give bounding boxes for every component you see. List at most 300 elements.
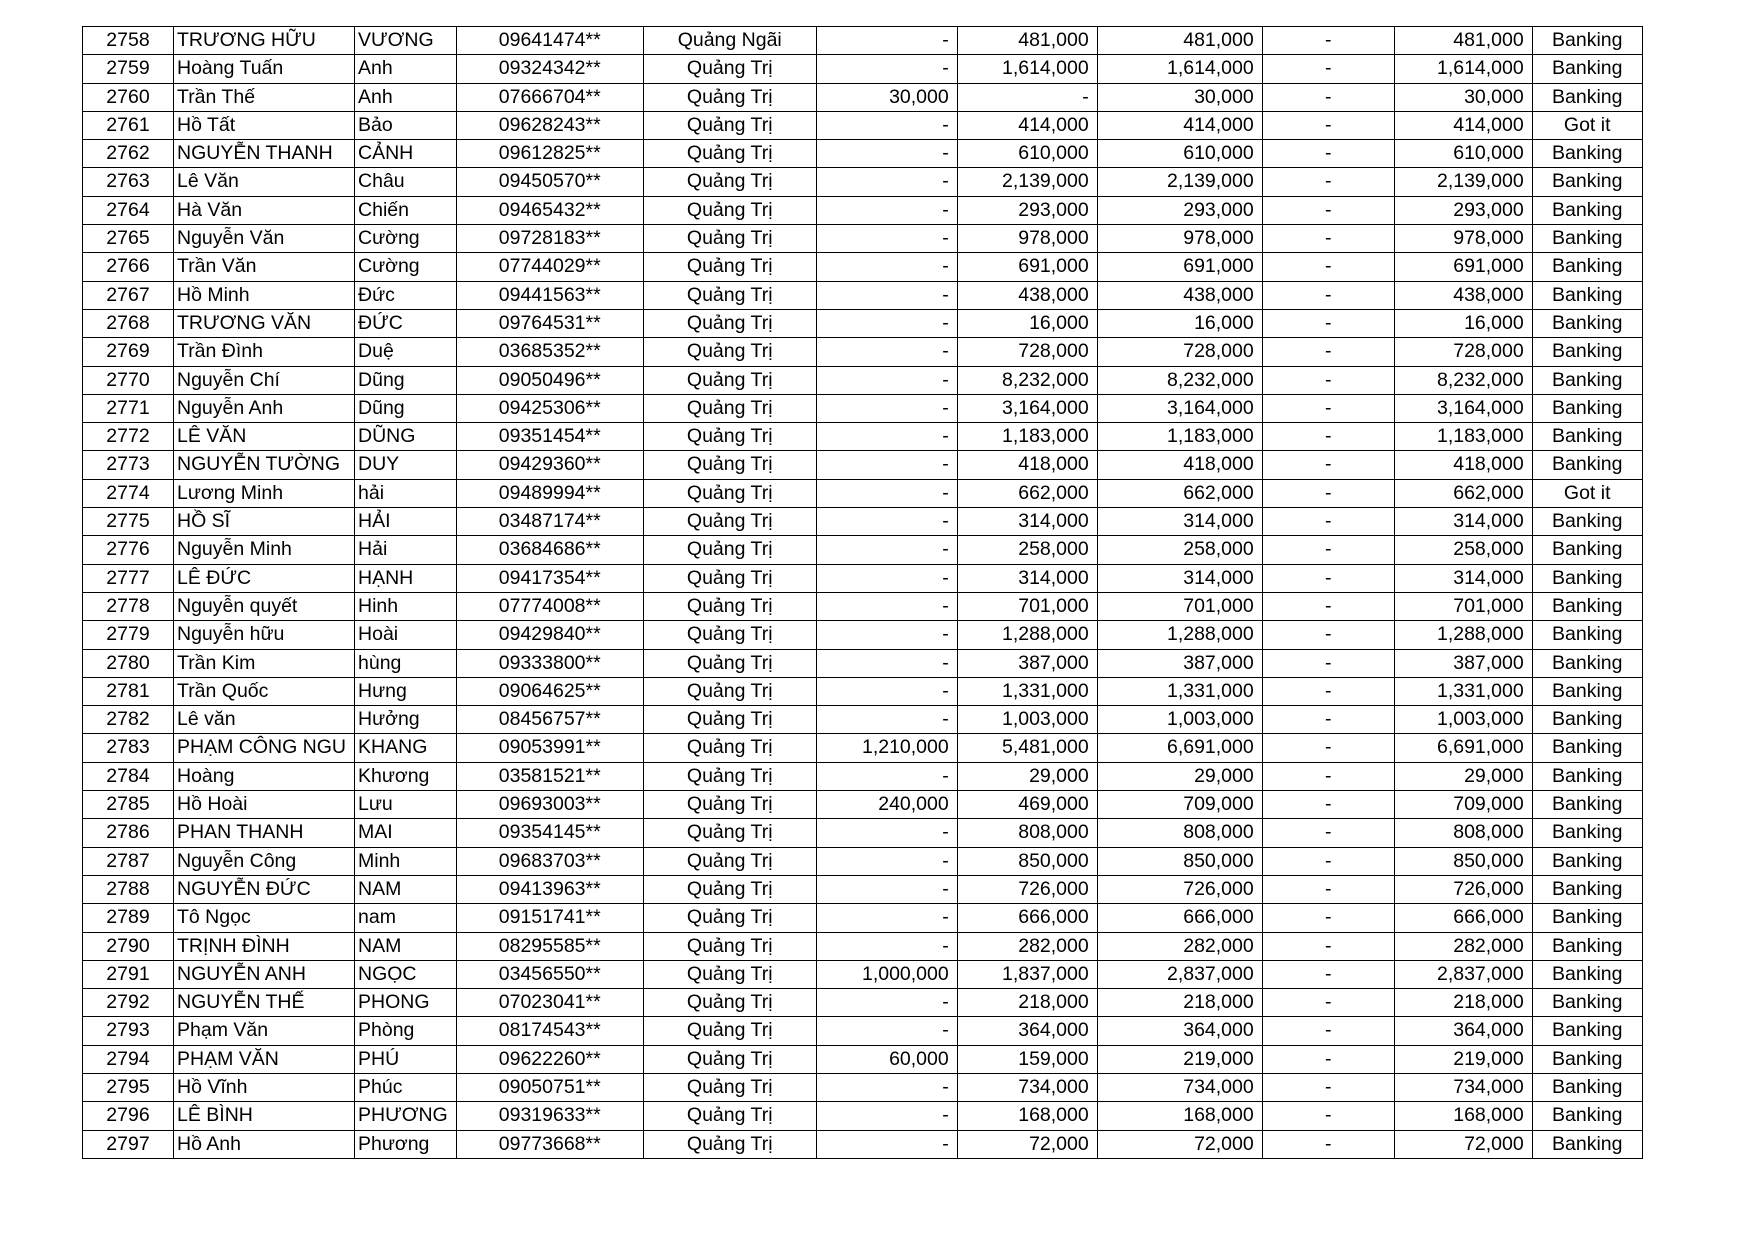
- first-name-cell: CẢNH: [355, 140, 457, 168]
- phone-cell: 09450570**: [456, 168, 643, 196]
- net-amount-cell: 701,000: [1394, 592, 1532, 620]
- amount-b-cell: 610,000: [957, 140, 1097, 168]
- phone-cell: 09319633**: [456, 1102, 643, 1130]
- deduction-cell: -: [1262, 621, 1394, 649]
- table-row: [83, 423, 1643, 451]
- total-cell: 418,000: [1097, 451, 1262, 479]
- province-cell: Quảng Trị: [643, 1102, 816, 1130]
- first-name-cell: hải: [355, 479, 457, 507]
- amount-a-cell: -: [816, 111, 957, 139]
- province-cell: Quảng Trị: [643, 1045, 816, 1073]
- last-middle-name-cell: LÊ BÌNH: [174, 1102, 355, 1130]
- table-row: [83, 281, 1643, 309]
- deduction-cell: -: [1262, 423, 1394, 451]
- phone-cell: 03684686**: [456, 536, 643, 564]
- amount-a-cell: -: [816, 932, 957, 960]
- table-row: [83, 338, 1643, 366]
- deduction-cell: -: [1262, 960, 1394, 988]
- total-cell: 666,000: [1097, 904, 1262, 932]
- table-row: [83, 196, 1643, 224]
- net-amount-cell: 282,000: [1394, 932, 1532, 960]
- table-row: [83, 847, 1643, 875]
- total-cell: 709,000: [1097, 791, 1262, 819]
- total-cell: 1,003,000: [1097, 706, 1262, 734]
- amount-b-cell: 481,000: [957, 27, 1097, 55]
- amount-b-cell: 418,000: [957, 451, 1097, 479]
- province-cell: Quảng Trị: [643, 932, 816, 960]
- first-name-cell: NAM: [355, 875, 457, 903]
- row-number-cell: 2766: [83, 253, 174, 281]
- row-number-cell: 2778: [83, 592, 174, 620]
- row-number-cell: 2786: [83, 819, 174, 847]
- last-middle-name-cell: Nguyễn Anh: [174, 394, 355, 422]
- table-row: [83, 592, 1643, 620]
- deduction-cell: -: [1262, 168, 1394, 196]
- table-row: [83, 904, 1643, 932]
- table-row: [83, 309, 1643, 337]
- payment-method-cell: Banking: [1532, 536, 1642, 564]
- phone-cell: 09064625**: [456, 677, 643, 705]
- payment-method-cell: Banking: [1532, 791, 1642, 819]
- net-amount-cell: 168,000: [1394, 1102, 1532, 1130]
- last-middle-name-cell: TRƯƠNG VĂN: [174, 309, 355, 337]
- net-amount-cell: 293,000: [1394, 196, 1532, 224]
- row-number-cell: 2764: [83, 196, 174, 224]
- total-cell: 1,183,000: [1097, 423, 1262, 451]
- last-middle-name-cell: LÊ VĂN: [174, 423, 355, 451]
- province-cell: Quảng Trị: [643, 479, 816, 507]
- province-cell: Quảng Trị: [643, 1017, 816, 1045]
- amount-a-cell: -: [816, 649, 957, 677]
- payment-method-cell: Banking: [1532, 253, 1642, 281]
- amount-b-cell: 282,000: [957, 932, 1097, 960]
- table-row: [83, 932, 1643, 960]
- amount-b-cell: 3,164,000: [957, 394, 1097, 422]
- amount-a-cell: -: [816, 706, 957, 734]
- total-cell: 314,000: [1097, 508, 1262, 536]
- net-amount-cell: 258,000: [1394, 536, 1532, 564]
- total-cell: 438,000: [1097, 281, 1262, 309]
- row-number-cell: 2775: [83, 508, 174, 536]
- amount-b-cell: 387,000: [957, 649, 1097, 677]
- total-cell: 481,000: [1097, 27, 1262, 55]
- amount-b-cell: 29,000: [957, 762, 1097, 790]
- payment-method-cell: Banking: [1532, 1130, 1642, 1158]
- total-cell: 30,000: [1097, 83, 1262, 111]
- amount-a-cell: -: [816, 225, 957, 253]
- total-cell: 219,000: [1097, 1045, 1262, 1073]
- payment-method-cell: Got it: [1532, 111, 1642, 139]
- row-number-cell: 2794: [83, 1045, 174, 1073]
- amount-b-cell: 438,000: [957, 281, 1097, 309]
- amount-a-cell: -: [816, 1017, 957, 1045]
- total-cell: 1,288,000: [1097, 621, 1262, 649]
- deduction-cell: -: [1262, 253, 1394, 281]
- total-cell: 314,000: [1097, 564, 1262, 592]
- deduction-cell: -: [1262, 706, 1394, 734]
- deduction-cell: -: [1262, 55, 1394, 83]
- row-number-cell: 2793: [83, 1017, 174, 1045]
- first-name-cell: Phương: [355, 1130, 457, 1158]
- last-middle-name-cell: TRƯƠNG HỮU: [174, 27, 355, 55]
- first-name-cell: Bảo: [355, 111, 457, 139]
- amount-b-cell: 662,000: [957, 479, 1097, 507]
- last-middle-name-cell: Hồ Tất: [174, 111, 355, 139]
- amount-a-cell: -: [816, 819, 957, 847]
- amount-b-cell: 726,000: [957, 875, 1097, 903]
- total-cell: 662,000: [1097, 479, 1262, 507]
- amount-a-cell: 1,000,000: [816, 960, 957, 988]
- row-number-cell: 2772: [83, 423, 174, 451]
- amount-b-cell: 314,000: [957, 564, 1097, 592]
- amount-b-cell: 1,003,000: [957, 706, 1097, 734]
- net-amount-cell: 610,000: [1394, 140, 1532, 168]
- row-number-cell: 2759: [83, 55, 174, 83]
- row-number-cell: 2761: [83, 111, 174, 139]
- net-amount-cell: 978,000: [1394, 225, 1532, 253]
- amount-b-cell: 978,000: [957, 225, 1097, 253]
- deduction-cell: -: [1262, 649, 1394, 677]
- province-cell: Quảng Trị: [643, 253, 816, 281]
- row-number-cell: 2789: [83, 904, 174, 932]
- row-number-cell: 2760: [83, 83, 174, 111]
- province-cell: Quảng Trị: [643, 960, 816, 988]
- first-name-cell: NAM: [355, 932, 457, 960]
- payment-method-cell: Got it: [1532, 479, 1642, 507]
- table-row: [83, 564, 1643, 592]
- payment-method-cell: Banking: [1532, 989, 1642, 1017]
- total-cell: 6,691,000: [1097, 734, 1262, 762]
- table-row: [83, 706, 1643, 734]
- last-middle-name-cell: HỒ SĨ: [174, 508, 355, 536]
- row-number-cell: 2780: [83, 649, 174, 677]
- row-number-cell: 2762: [83, 140, 174, 168]
- amount-a-cell: -: [816, 366, 957, 394]
- total-cell: 850,000: [1097, 847, 1262, 875]
- province-cell: Quảng Trị: [643, 819, 816, 847]
- transfer-table: [82, 26, 1643, 1159]
- province-cell: Quảng Trị: [643, 140, 816, 168]
- deduction-cell: -: [1262, 479, 1394, 507]
- total-cell: 168,000: [1097, 1102, 1262, 1130]
- amount-b-cell: 218,000: [957, 989, 1097, 1017]
- amount-b-cell: 314,000: [957, 508, 1097, 536]
- first-name-cell: DUY: [355, 451, 457, 479]
- net-amount-cell: 726,000: [1394, 875, 1532, 903]
- deduction-cell: -: [1262, 111, 1394, 139]
- last-middle-name-cell: NGUYỄN THANH: [174, 140, 355, 168]
- net-amount-cell: 734,000: [1394, 1073, 1532, 1101]
- phone-cell: 09693003**: [456, 791, 643, 819]
- phone-cell: 07744029**: [456, 253, 643, 281]
- province-cell: Quảng Trị: [643, 366, 816, 394]
- first-name-cell: ĐỨC: [355, 309, 457, 337]
- last-middle-name-cell: Nguyễn Văn: [174, 225, 355, 253]
- table-row: [83, 1017, 1643, 1045]
- net-amount-cell: 219,000: [1394, 1045, 1532, 1073]
- province-cell: Quảng Trị: [643, 847, 816, 875]
- deduction-cell: -: [1262, 536, 1394, 564]
- payment-method-cell: Banking: [1532, 1073, 1642, 1101]
- phone-cell: 03487174**: [456, 508, 643, 536]
- amount-b-cell: 168,000: [957, 1102, 1097, 1130]
- net-amount-cell: 481,000: [1394, 27, 1532, 55]
- amount-a-cell: 60,000: [816, 1045, 957, 1073]
- province-cell: Quảng Trị: [643, 508, 816, 536]
- last-middle-name-cell: TRỊNH ĐÌNH: [174, 932, 355, 960]
- payment-method-cell: Banking: [1532, 27, 1642, 55]
- phone-cell: 09628243**: [456, 111, 643, 139]
- last-middle-name-cell: Hồ Vĩnh: [174, 1073, 355, 1101]
- deduction-cell: -: [1262, 281, 1394, 309]
- net-amount-cell: 387,000: [1394, 649, 1532, 677]
- payment-method-cell: Banking: [1532, 904, 1642, 932]
- province-cell: Quảng Trị: [643, 309, 816, 337]
- payment-method-cell: Banking: [1532, 677, 1642, 705]
- amount-a-cell: -: [816, 27, 957, 55]
- table-row: [83, 791, 1643, 819]
- first-name-cell: Hải: [355, 536, 457, 564]
- payment-method-cell: Banking: [1532, 423, 1642, 451]
- table-row: [83, 734, 1643, 762]
- amount-a-cell: 240,000: [816, 791, 957, 819]
- province-cell: Quảng Trị: [643, 225, 816, 253]
- last-middle-name-cell: PHAN THANH: [174, 819, 355, 847]
- payment-method-cell: Banking: [1532, 649, 1642, 677]
- table-row: [83, 1130, 1643, 1158]
- province-cell: Quảng Trị: [643, 904, 816, 932]
- amount-b-cell: 728,000: [957, 338, 1097, 366]
- phone-cell: 09728183**: [456, 225, 643, 253]
- payment-method-cell: Banking: [1532, 762, 1642, 790]
- row-number-cell: 2785: [83, 791, 174, 819]
- amount-a-cell: -: [816, 762, 957, 790]
- deduction-cell: -: [1262, 451, 1394, 479]
- deduction-cell: -: [1262, 1073, 1394, 1101]
- row-number-cell: 2774: [83, 479, 174, 507]
- amount-a-cell: -: [816, 621, 957, 649]
- net-amount-cell: 728,000: [1394, 338, 1532, 366]
- amount-b-cell: 850,000: [957, 847, 1097, 875]
- table-row: [83, 649, 1643, 677]
- province-cell: Quảng Trị: [643, 649, 816, 677]
- total-cell: 728,000: [1097, 338, 1262, 366]
- amount-b-cell: 734,000: [957, 1073, 1097, 1101]
- row-number-cell: 2771: [83, 394, 174, 422]
- table-row: [83, 1102, 1643, 1130]
- payment-method-cell: Banking: [1532, 451, 1642, 479]
- net-amount-cell: 314,000: [1394, 508, 1532, 536]
- last-middle-name-cell: Nguyễn Minh: [174, 536, 355, 564]
- total-cell: 701,000: [1097, 592, 1262, 620]
- amount-a-cell: -: [816, 309, 957, 337]
- amount-a-cell: -: [816, 508, 957, 536]
- amount-b-cell: 16,000: [957, 309, 1097, 337]
- last-middle-name-cell: Hoàng: [174, 762, 355, 790]
- amount-a-cell: -: [816, 989, 957, 1017]
- row-number-cell: 2768: [83, 309, 174, 337]
- row-number-cell: 2773: [83, 451, 174, 479]
- total-cell: 8,232,000: [1097, 366, 1262, 394]
- amount-b-cell: 808,000: [957, 819, 1097, 847]
- amount-a-cell: -: [816, 847, 957, 875]
- net-amount-cell: 29,000: [1394, 762, 1532, 790]
- total-cell: 1,614,000: [1097, 55, 1262, 83]
- payment-method-cell: Banking: [1532, 847, 1642, 875]
- province-cell: Quảng Trị: [643, 1073, 816, 1101]
- province-cell: Quảng Trị: [643, 83, 816, 111]
- phone-cell: 08295585**: [456, 932, 643, 960]
- amount-b-cell: 701,000: [957, 592, 1097, 620]
- phone-cell: 03581521**: [456, 762, 643, 790]
- deduction-cell: -: [1262, 847, 1394, 875]
- deduction-cell: -: [1262, 508, 1394, 536]
- row-number-cell: 2782: [83, 706, 174, 734]
- row-number-cell: 2790: [83, 932, 174, 960]
- row-number-cell: 2788: [83, 875, 174, 903]
- net-amount-cell: 691,000: [1394, 253, 1532, 281]
- net-amount-cell: 438,000: [1394, 281, 1532, 309]
- table-row: [83, 394, 1643, 422]
- phone-cell: 09151741**: [456, 904, 643, 932]
- payment-method-cell: Banking: [1532, 592, 1642, 620]
- first-name-cell: Anh: [355, 55, 457, 83]
- net-amount-cell: 1,183,000: [1394, 423, 1532, 451]
- last-middle-name-cell: NGUYỄN THẾ: [174, 989, 355, 1017]
- phone-cell: 09641474**: [456, 27, 643, 55]
- amount-b-cell: 1,183,000: [957, 423, 1097, 451]
- phone-cell: 09764531**: [456, 309, 643, 337]
- first-name-cell: Lưu: [355, 791, 457, 819]
- last-middle-name-cell: Trần Thế: [174, 83, 355, 111]
- deduction-cell: -: [1262, 1102, 1394, 1130]
- table-row: [83, 168, 1643, 196]
- net-amount-cell: 666,000: [1394, 904, 1532, 932]
- amount-a-cell: 1,210,000: [816, 734, 957, 762]
- province-cell: Quảng Trị: [643, 55, 816, 83]
- deduction-cell: -: [1262, 196, 1394, 224]
- net-amount-cell: 2,837,000: [1394, 960, 1532, 988]
- first-name-cell: KHANG: [355, 734, 457, 762]
- total-cell: 387,000: [1097, 649, 1262, 677]
- net-amount-cell: 3,164,000: [1394, 394, 1532, 422]
- payment-method-cell: Banking: [1532, 309, 1642, 337]
- table-row: [83, 55, 1643, 83]
- province-cell: Quảng Trị: [643, 762, 816, 790]
- payment-method-cell: Banking: [1532, 819, 1642, 847]
- net-amount-cell: 1,288,000: [1394, 621, 1532, 649]
- phone-cell: 07023041**: [456, 989, 643, 1017]
- phone-cell: 09441563**: [456, 281, 643, 309]
- phone-cell: 09050496**: [456, 366, 643, 394]
- last-middle-name-cell: PHẠM CÔNG NGU: [174, 734, 355, 762]
- amount-b-cell: 293,000: [957, 196, 1097, 224]
- last-middle-name-cell: Phạm Văn: [174, 1017, 355, 1045]
- last-middle-name-cell: Lê Văn: [174, 168, 355, 196]
- payment-method-cell: Banking: [1532, 1102, 1642, 1130]
- amount-b-cell: 72,000: [957, 1130, 1097, 1158]
- amount-a-cell: -: [816, 1102, 957, 1130]
- table-row: [83, 1073, 1643, 1101]
- table-row: [83, 1045, 1643, 1073]
- amount-b-cell: 691,000: [957, 253, 1097, 281]
- amount-a-cell: -: [816, 875, 957, 903]
- row-number-cell: 2784: [83, 762, 174, 790]
- row-number-cell: 2783: [83, 734, 174, 762]
- deduction-cell: -: [1262, 225, 1394, 253]
- net-amount-cell: 72,000: [1394, 1130, 1532, 1158]
- net-amount-cell: 2,139,000: [1394, 168, 1532, 196]
- province-cell: Quảng Trị: [643, 592, 816, 620]
- amount-a-cell: -: [816, 168, 957, 196]
- deduction-cell: -: [1262, 734, 1394, 762]
- first-name-cell: VƯƠNG: [355, 27, 457, 55]
- last-middle-name-cell: LÊ ĐỨC: [174, 564, 355, 592]
- table-row: [83, 960, 1643, 988]
- last-middle-name-cell: NGUYỄN ANH: [174, 960, 355, 988]
- net-amount-cell: 414,000: [1394, 111, 1532, 139]
- deduction-cell: -: [1262, 904, 1394, 932]
- phone-cell: 09354145**: [456, 819, 643, 847]
- table-body: [83, 27, 1643, 1159]
- first-name-cell: DŨNG: [355, 423, 457, 451]
- first-name-cell: Phúc: [355, 1073, 457, 1101]
- net-amount-cell: 8,232,000: [1394, 366, 1532, 394]
- last-middle-name-cell: Hà Văn: [174, 196, 355, 224]
- table-row: [83, 479, 1643, 507]
- province-cell: Quảng Trị: [643, 677, 816, 705]
- table-row: [83, 111, 1643, 139]
- payment-method-cell: Banking: [1532, 225, 1642, 253]
- first-name-cell: Hưng: [355, 677, 457, 705]
- table-row: [83, 27, 1643, 55]
- province-cell: Quảng Trị: [643, 621, 816, 649]
- amount-a-cell: -: [816, 677, 957, 705]
- deduction-cell: -: [1262, 932, 1394, 960]
- last-middle-name-cell: Hồ Hoài: [174, 791, 355, 819]
- payment-method-cell: Banking: [1532, 55, 1642, 83]
- payment-method-cell: Banking: [1532, 960, 1642, 988]
- table-row: [83, 508, 1643, 536]
- last-middle-name-cell: Trần Quốc: [174, 677, 355, 705]
- total-cell: 414,000: [1097, 111, 1262, 139]
- first-name-cell: HẢI: [355, 508, 457, 536]
- first-name-cell: nam: [355, 904, 457, 932]
- last-middle-name-cell: Tô Ngọc: [174, 904, 355, 932]
- first-name-cell: Phòng: [355, 1017, 457, 1045]
- phone-cell: 07666704**: [456, 83, 643, 111]
- row-number-cell: 2797: [83, 1130, 174, 1158]
- amount-a-cell: -: [816, 196, 957, 224]
- deduction-cell: -: [1262, 762, 1394, 790]
- phone-cell: 09622260**: [456, 1045, 643, 1073]
- first-name-cell: Duệ: [355, 338, 457, 366]
- payment-method-cell: Banking: [1532, 508, 1642, 536]
- amount-a-cell: -: [816, 1073, 957, 1101]
- last-middle-name-cell: Lê văn: [174, 706, 355, 734]
- amount-b-cell: 2,139,000: [957, 168, 1097, 196]
- table-row: [83, 677, 1643, 705]
- province-cell: Quảng Trị: [643, 168, 816, 196]
- net-amount-cell: 418,000: [1394, 451, 1532, 479]
- total-cell: 726,000: [1097, 875, 1262, 903]
- total-cell: 364,000: [1097, 1017, 1262, 1045]
- first-name-cell: Hưởng: [355, 706, 457, 734]
- net-amount-cell: 364,000: [1394, 1017, 1532, 1045]
- last-middle-name-cell: Trần Văn: [174, 253, 355, 281]
- total-cell: 16,000: [1097, 309, 1262, 337]
- amount-b-cell: 414,000: [957, 111, 1097, 139]
